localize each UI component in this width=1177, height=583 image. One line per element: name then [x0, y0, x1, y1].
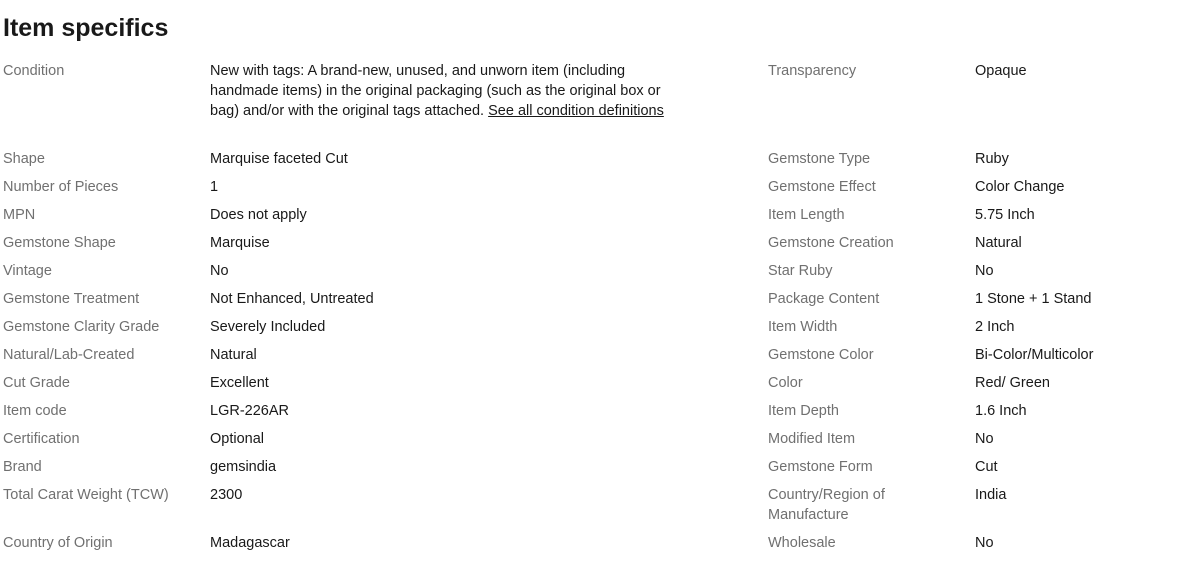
spec-value-item-depth: 1.6 Inch [975, 403, 1027, 419]
spec-value-natural-lab-created: Natural [210, 347, 257, 363]
spec-label-star-ruby: Star Ruby [768, 263, 833, 279]
spec-value-item-length: 5.75 Inch [975, 207, 1035, 223]
spec-value-item-code: LGR-226AR [210, 403, 289, 419]
spec-label-cut-grade: Cut Grade [3, 375, 70, 391]
condition-description: New with tags: A brand-new, unused, and unworn item (including handmade items) in the original packaging (such as the original box or bag) and/or with the original tags attached. [210, 63, 661, 119]
spec-value-star-ruby: No [975, 263, 994, 279]
spec-value-shape: Marquise faceted Cut [210, 151, 348, 167]
spec-label-gemstone-creation: Gemstone Creation [768, 235, 894, 251]
spec-value-package-content: 1 Stone + 1 Stand [975, 291, 1092, 307]
spec-label-country-of-manufacture: Country/Region of Manufacture [768, 487, 885, 523]
spec-label-gemstone-shape: Gemstone Shape [3, 235, 116, 251]
spec-label-gemstone-form: Gemstone Form [768, 459, 873, 475]
spec-label-country-of-origin: Country of Origin [3, 535, 113, 551]
spec-label-color: Color [768, 375, 803, 391]
spec-label-vintage: Vintage [3, 263, 52, 279]
spec-value-item-width: 2 Inch [975, 319, 1015, 335]
spec-value-mpn: Does not apply [210, 207, 307, 223]
spec-value-total-carat-weight: 2300 [210, 487, 243, 503]
spec-value-cut-grade: Excellent [210, 375, 269, 391]
spec-value-gemstone-form: Cut [975, 459, 998, 475]
spec-label-number-of-pieces: Number of Pieces [3, 179, 119, 195]
spec-value-number-of-pieces: 1 [210, 179, 219, 195]
spec-label-item-code: Item code [3, 403, 67, 419]
spec-value-gemstone-clarity-grade: Severely Included [210, 319, 326, 335]
spec-value-gemstone-shape: Marquise [210, 235, 270, 251]
spec-value-certification: Optional [210, 431, 265, 447]
spec-label-gemstone-type: Gemstone Type [768, 151, 871, 167]
spec-label-natural-lab-created: Natural/Lab-Created [3, 347, 135, 363]
spec-value-color: Red/ Green [975, 375, 1050, 391]
spec-value-gemstone-creation: Natural [975, 235, 1022, 251]
spec-label-package-content: Package Content [768, 291, 880, 307]
condition-definitions-link[interactable]: See all condition definitions [488, 103, 664, 119]
spec-label-shape: Shape [3, 151, 45, 167]
spec-label-item-depth: Item Depth [768, 403, 839, 419]
spec-label-modified-item: Modified Item [768, 431, 856, 447]
spec-value-brand: gemsindia [210, 459, 277, 475]
spec-label-transparency: Transparency [768, 63, 857, 79]
spec-label-wholesale: Wholesale [768, 535, 836, 551]
spec-value-vintage: No [210, 263, 229, 279]
spec-label-item-length: Item Length [768, 207, 845, 223]
spec-label-brand: Brand [3, 459, 42, 475]
spec-value-country-of-origin: Madagascar [210, 535, 290, 551]
spec-label-item-width: Item Width [768, 319, 838, 335]
spec-label-total-carat-weight: Total Carat Weight (TCW) [3, 487, 169, 503]
spec-label-mpn: MPN [3, 207, 36, 223]
spec-value-modified-item: No [975, 431, 994, 447]
spec-value-gemstone-type: Ruby [975, 151, 1009, 167]
spec-value-gemstone-color: Bi-Color/Multicolor [975, 347, 1094, 363]
spec-value-wholesale: No [975, 535, 994, 551]
spec-label-certification: Certification [3, 431, 80, 447]
spec-value-transparency: Opaque [975, 63, 1027, 79]
spec-value-condition [210, 61, 672, 121]
spec-label-gemstone-clarity-grade: Gemstone Clarity Grade [3, 319, 160, 335]
spec-value-gemstone-effect: Color Change [975, 179, 1065, 195]
spec-value-gemstone-treatment: Not Enhanced, Untreated [210, 291, 374, 307]
section-title: Item specifics [3, 14, 169, 42]
spec-label-gemstone-color: Gemstone Color [768, 347, 874, 363]
spec-value-country-of-manufacture: India [975, 487, 1007, 503]
spec-label-condition: Condition [3, 63, 65, 79]
spec-label-gemstone-treatment: Gemstone Treatment [3, 291, 140, 307]
spec-label-gemstone-effect: Gemstone Effect [768, 179, 876, 195]
